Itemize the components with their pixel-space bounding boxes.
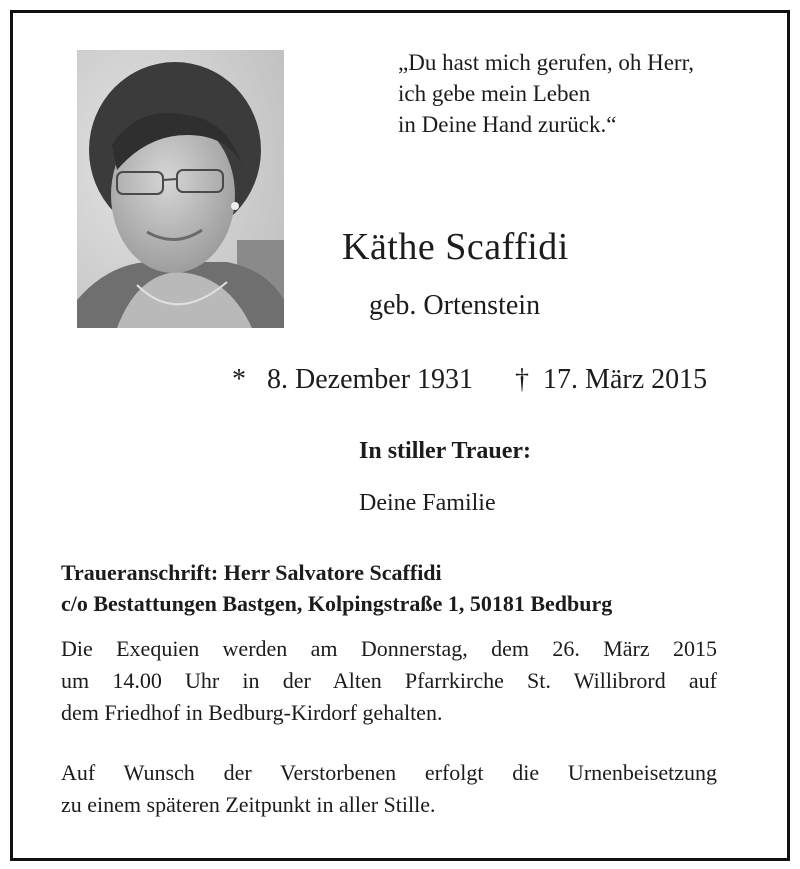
birth-date: 8. Dezember 1931 [267,364,474,395]
death-date: 17. März 2015 [543,364,708,395]
address-line: Traueranschrift: Herr Salvatore Scaffidi [61,560,442,585]
mourning-address [61,557,612,619]
family-signature: Deine Familie [359,490,496,516]
birth-symbol: * [232,364,246,395]
mourning-heading: In stiller Trauer: [359,438,531,464]
portrait-photo [77,50,284,328]
paragraph-line: dem Friedhof in Bedburg-Kirdorf gehalten. [61,700,443,725]
burial-paragraph [61,757,717,821]
address-line: c/o Bestattungen Bastgen, Kolpingstraße 1, 50181 Bedburg [61,591,613,616]
paragraph-line: Auf Wunsch der Verstorbenen erfolgt die Urnenbeisetzung [61,760,717,785]
funeral-paragraph [61,633,717,729]
quote-line: „Du hast mich gerufen, oh Herr, [398,50,695,75]
quote-line: in Deine Hand zurück.“ [398,112,617,137]
deceased-name: Käthe Scaffidi [342,226,569,268]
paragraph-line: Die Exequien werden am Donnerstag, dem 26. März 2015 [61,636,717,661]
paragraph-line: um 14.00 Uhr in der Alten Pfarrkirche St. Willibrord auf [61,668,717,693]
life-dates [232,364,707,396]
bible-quote [398,47,694,140]
quote-line: ich gebe mein Leben [398,81,591,106]
death-cross-icon: † [515,364,530,395]
paragraph-line: zu einem späteren Zeitpunkt in aller Stille. [61,792,436,817]
maiden-name: geb. Ortenstein [369,290,541,321]
